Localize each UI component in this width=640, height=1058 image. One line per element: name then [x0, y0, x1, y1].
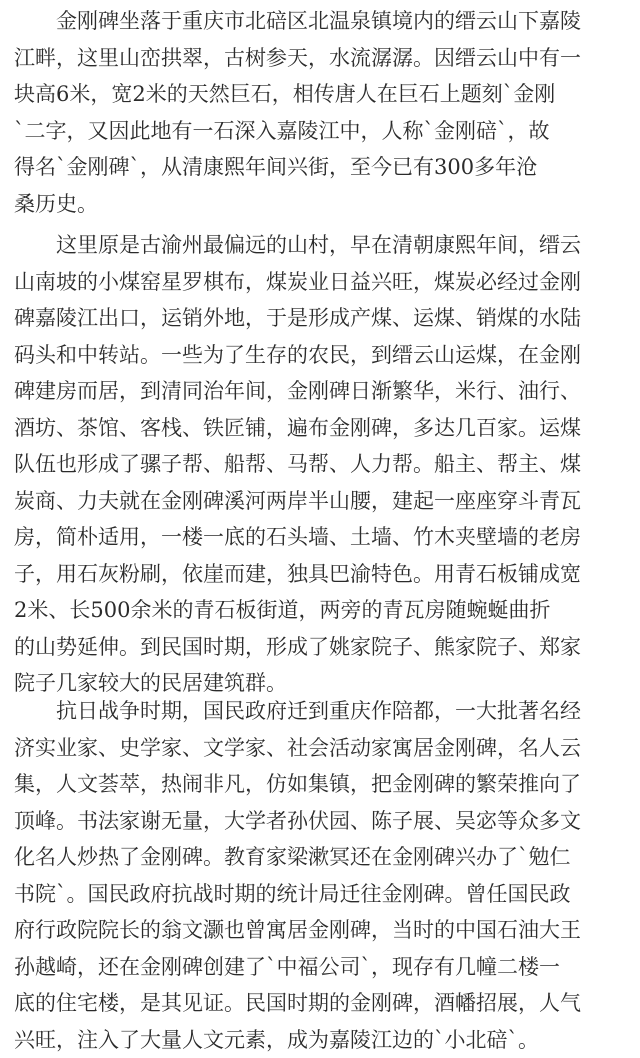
text-line: 子，用石灰粉刷，依崖而建，独具巴渝特色。用青石板铺成宽: [14, 556, 638, 593]
text-line: 炭商、力夫就在金刚碑溪河两岸半山腰，建起一座座穿斗青瓦: [14, 483, 638, 520]
text-line: 码头和中转站。一些为了生存的农民，到缙云山运煤，在金刚: [14, 337, 638, 374]
text-line: 抗日战争时期，国民政府迁到重庆作陪都，一大批著名经: [14, 693, 638, 730]
text-line: 化名人炒热了金刚碑。教育家梁漱冥还在金刚碑兴办了`勉仁: [14, 839, 638, 876]
text-line: 的山势延伸。到民国时期，形成了姚家院子、熊家院子、郑家: [14, 629, 638, 666]
text-line: `二字，又因此地有一石深入嘉陵江中，人称`金刚碚`，故: [14, 113, 638, 150]
text-line: 酒坊、茶馆、客栈、铁匠铺，遍布金刚碑，多达几百家。运煤: [14, 410, 638, 447]
paragraph-wartime: [14, 693, 638, 1058]
text-line: 江畔，这里山峦拱翠，古树参天，水流潺潺。因缙云山中有一: [14, 40, 638, 77]
text-line: 山南坡的小煤窑星罗棋布，煤炭业日益兴旺，煤炭必经过金刚: [14, 264, 638, 301]
text-line: 2米、长500余米的青石板街道，两旁的青瓦房随蜿蜒曲折: [14, 592, 638, 629]
text-line: 碑嘉陵江出口，运销外地，于是形成产煤、运煤、销煤的水陆: [14, 300, 638, 337]
text-line: 书院`。国民政府抗战时期的统计局迁往金刚碑。曾任国民政: [14, 876, 638, 913]
text-line: 顶峰。书法家谢无量，大学者孙伏园、陈子展、吴宓等众多文: [14, 803, 638, 840]
text-line: 桑历史。: [14, 186, 638, 223]
text-line: 得名`金刚碑`，从清康熙年间兴街，至今已有300多年沧: [14, 149, 638, 186]
text-line: 济实业家、史学家、文学家、社会活动家寓居金刚碑，名人云: [14, 730, 638, 767]
paragraph-coal-town: [14, 227, 638, 702]
text-line: 金刚碑坐落于重庆市北碚区北温泉镇境内的缙云山下嘉陵: [14, 3, 638, 40]
text-line: 府行政院院长的翁文灏也曾寓居金刚碑，当时的中国石油大王: [14, 912, 638, 949]
text-line: 底的住宅楼，是其见证。民国时期的金刚碑，酒幡招展，人气: [14, 985, 638, 1022]
text-line: 院子几家较大的民居建筑群。: [14, 665, 638, 702]
text-line: 孙越崎，还在金刚碑创建了`中福公司`，现存有几幢二楼一: [14, 949, 638, 986]
text-line: 碑建房而居，到清同治年间，金刚碑日渐繁华，米行、油行、: [14, 373, 638, 410]
paragraph-history: [14, 3, 638, 222]
text-line: 队伍也形成了骡子帮、船帮、马帮、人力帮。船主、帮主、煤: [14, 446, 638, 483]
text-line: 房，简朴适用，一楼一底的石头墙、土墙、竹木夹壁墙的老房: [14, 519, 638, 556]
text-line: 集，人文荟萃，热闹非凡，仿如集镇，把金刚碑的繁荣推向了: [14, 766, 638, 803]
text-line: 块高6米，宽2米的天然巨石，相传唐人在巨石上题刻`金刚: [14, 76, 638, 113]
text-line: 这里原是古渝州最偏远的山村，早在清朝康熙年间，缙云: [14, 227, 638, 264]
text-line: 兴旺，注入了大量人文元素，成为嘉陵江边的`小北碚`。: [14, 1022, 638, 1058]
